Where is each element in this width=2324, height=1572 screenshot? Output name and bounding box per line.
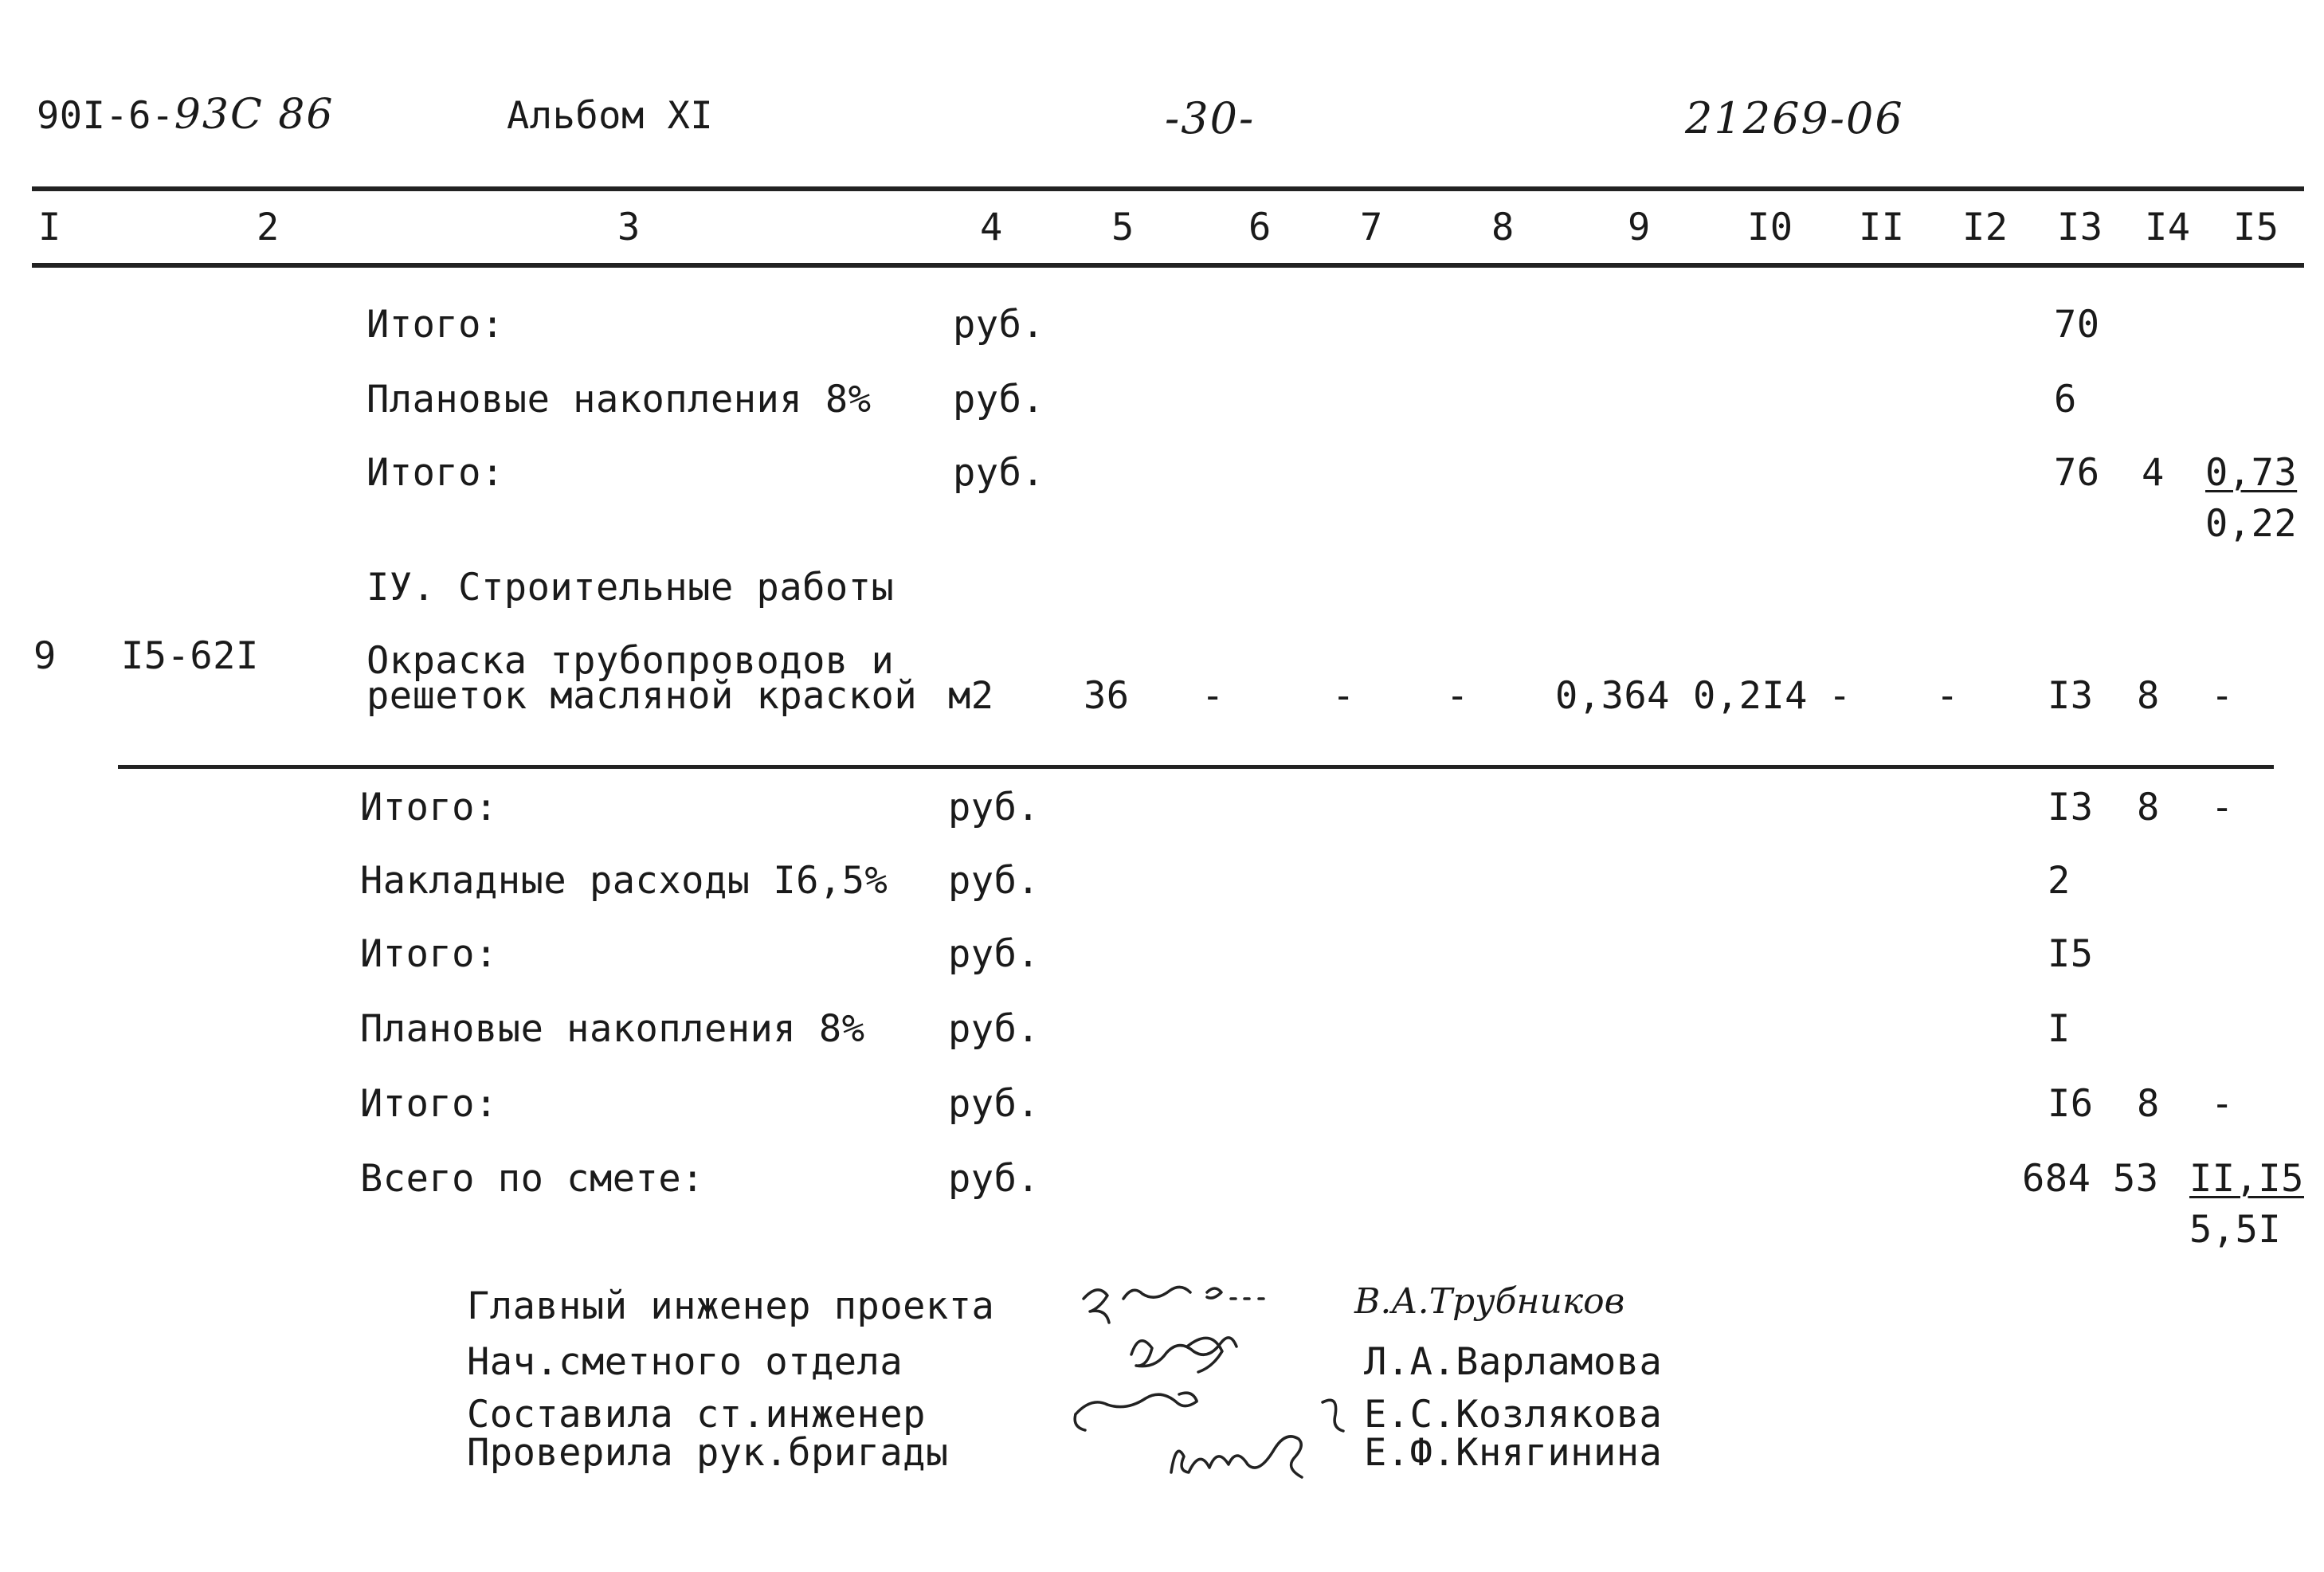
row-col14: 53 (2113, 1157, 2159, 1201)
item-col15: - (2211, 674, 2234, 718)
row-name: Итого: (360, 932, 498, 976)
item-col11: - (1828, 674, 1852, 718)
column-header: 2 (257, 206, 280, 249)
column-header: I4 (2145, 206, 2191, 249)
row-col13: I (2048, 1007, 2071, 1051)
item-col14: 8 (2137, 674, 2160, 718)
signature-name: Е.С.Козлякова (1364, 1393, 1663, 1437)
item-col12: - (1936, 674, 1959, 718)
item-name-line2: решеток масляной краской (366, 674, 918, 718)
item-unit: м2 (948, 674, 994, 718)
signature-role: Проверила рук.бригады (467, 1431, 949, 1475)
item-col8: - (1446, 674, 1469, 718)
row-unit: руб. (948, 859, 1041, 903)
album-label: Альбом XI (507, 94, 714, 138)
row-col13: 684 (2022, 1157, 2091, 1201)
item-col6: - (1201, 674, 1225, 718)
page-number: -30- (1165, 93, 1256, 143)
document-code (37, 91, 335, 139)
item-col5: 36 (1084, 674, 1130, 718)
item-col13: I3 (2048, 674, 2094, 718)
row-name: Итого: (366, 303, 504, 347)
row-unit: руб. (948, 1007, 1041, 1051)
column-header: 6 (1248, 206, 1272, 249)
row-col13: I3 (2048, 786, 2094, 829)
column-header: 3 (617, 206, 641, 249)
handwritten-signatures-icon (1068, 1275, 1370, 1490)
row-col15-top: II,I5 (2189, 1157, 2304, 1201)
column-header: I0 (1747, 206, 1793, 249)
item-number: 9 (33, 634, 57, 678)
row-unit: руб. (948, 1082, 1041, 1126)
document-number: 21269-06 (1685, 93, 1904, 143)
row-name: Итого: (360, 786, 498, 829)
item-col10: 0,2I4 (1693, 674, 1808, 718)
item-name-line1: Окраска трубопроводов и (366, 639, 895, 683)
column-header: 9 (1628, 206, 1651, 249)
row-col15: - (2211, 786, 2234, 829)
row-col15: - (2211, 1082, 2234, 1126)
item-code: I5-62I (121, 634, 259, 678)
row-unit: руб. (953, 451, 1045, 495)
signature-role: Главный инженер проекта (467, 1284, 995, 1328)
row-unit: руб. (948, 932, 1041, 976)
column-header: II (1859, 206, 1905, 249)
row-col13: 2 (2048, 859, 2071, 903)
column-header: 8 (1491, 206, 1515, 249)
signature-name: Л.А.Варламова (1364, 1340, 1663, 1384)
item-col7: - (1332, 674, 1355, 718)
row-col13: 6 (2054, 378, 2077, 421)
row-name: Накладные расходы I6,5% (360, 859, 888, 903)
signature-name: В.А.Трубников (1354, 1281, 1625, 1322)
row-col13: I5 (2048, 932, 2094, 976)
column-header: 4 (980, 206, 1003, 249)
signature-role: Нач.сметного отдела (467, 1340, 903, 1384)
signature-role: Составила ст.инженер (467, 1393, 926, 1437)
header-rule-bottom (32, 263, 2304, 268)
column-header: 5 (1111, 206, 1135, 249)
row-name: Итого: (366, 451, 504, 495)
signature-name: Е.Ф.Княгинина (1364, 1431, 1663, 1475)
row-unit: руб. (953, 378, 1045, 421)
section-title: IУ. Строительные работы (366, 566, 895, 610)
column-header: 7 (1360, 206, 1383, 249)
row-name: Плановые накопления 8% (366, 378, 872, 421)
column-header: I3 (2057, 206, 2103, 249)
document-code-handwritten: 93С 86 (174, 91, 335, 139)
row-col14: 8 (2137, 786, 2160, 829)
row-col15-top: 0,73 (2205, 451, 2298, 495)
item-col9: 0,364 (1555, 674, 1670, 718)
row-col15-bottom: 0,22 (2205, 502, 2298, 546)
column-header: I5 (2233, 206, 2279, 249)
row-name: Плановые накопления 8% (360, 1007, 865, 1051)
row-col13: 70 (2054, 303, 2100, 347)
row-name: Итого: (360, 1082, 498, 1126)
document-code-prefix: 90I-6- (37, 94, 174, 138)
row-unit: руб. (948, 1157, 1041, 1201)
column-header: I (38, 206, 61, 249)
row-unit: руб. (953, 303, 1045, 347)
row-col14: 4 (2142, 451, 2165, 495)
row-col14: 8 (2137, 1082, 2160, 1126)
item-divider-rule (118, 765, 2274, 769)
column-header: I2 (1962, 206, 2009, 249)
header-rule-top (32, 186, 2304, 191)
row-col15-bottom: 5,5I (2189, 1208, 2282, 1252)
row-name: Всего по смете: (360, 1157, 704, 1201)
row-col13: I6 (2048, 1082, 2094, 1126)
row-unit: руб. (948, 786, 1041, 829)
row-col13: 76 (2054, 451, 2100, 495)
